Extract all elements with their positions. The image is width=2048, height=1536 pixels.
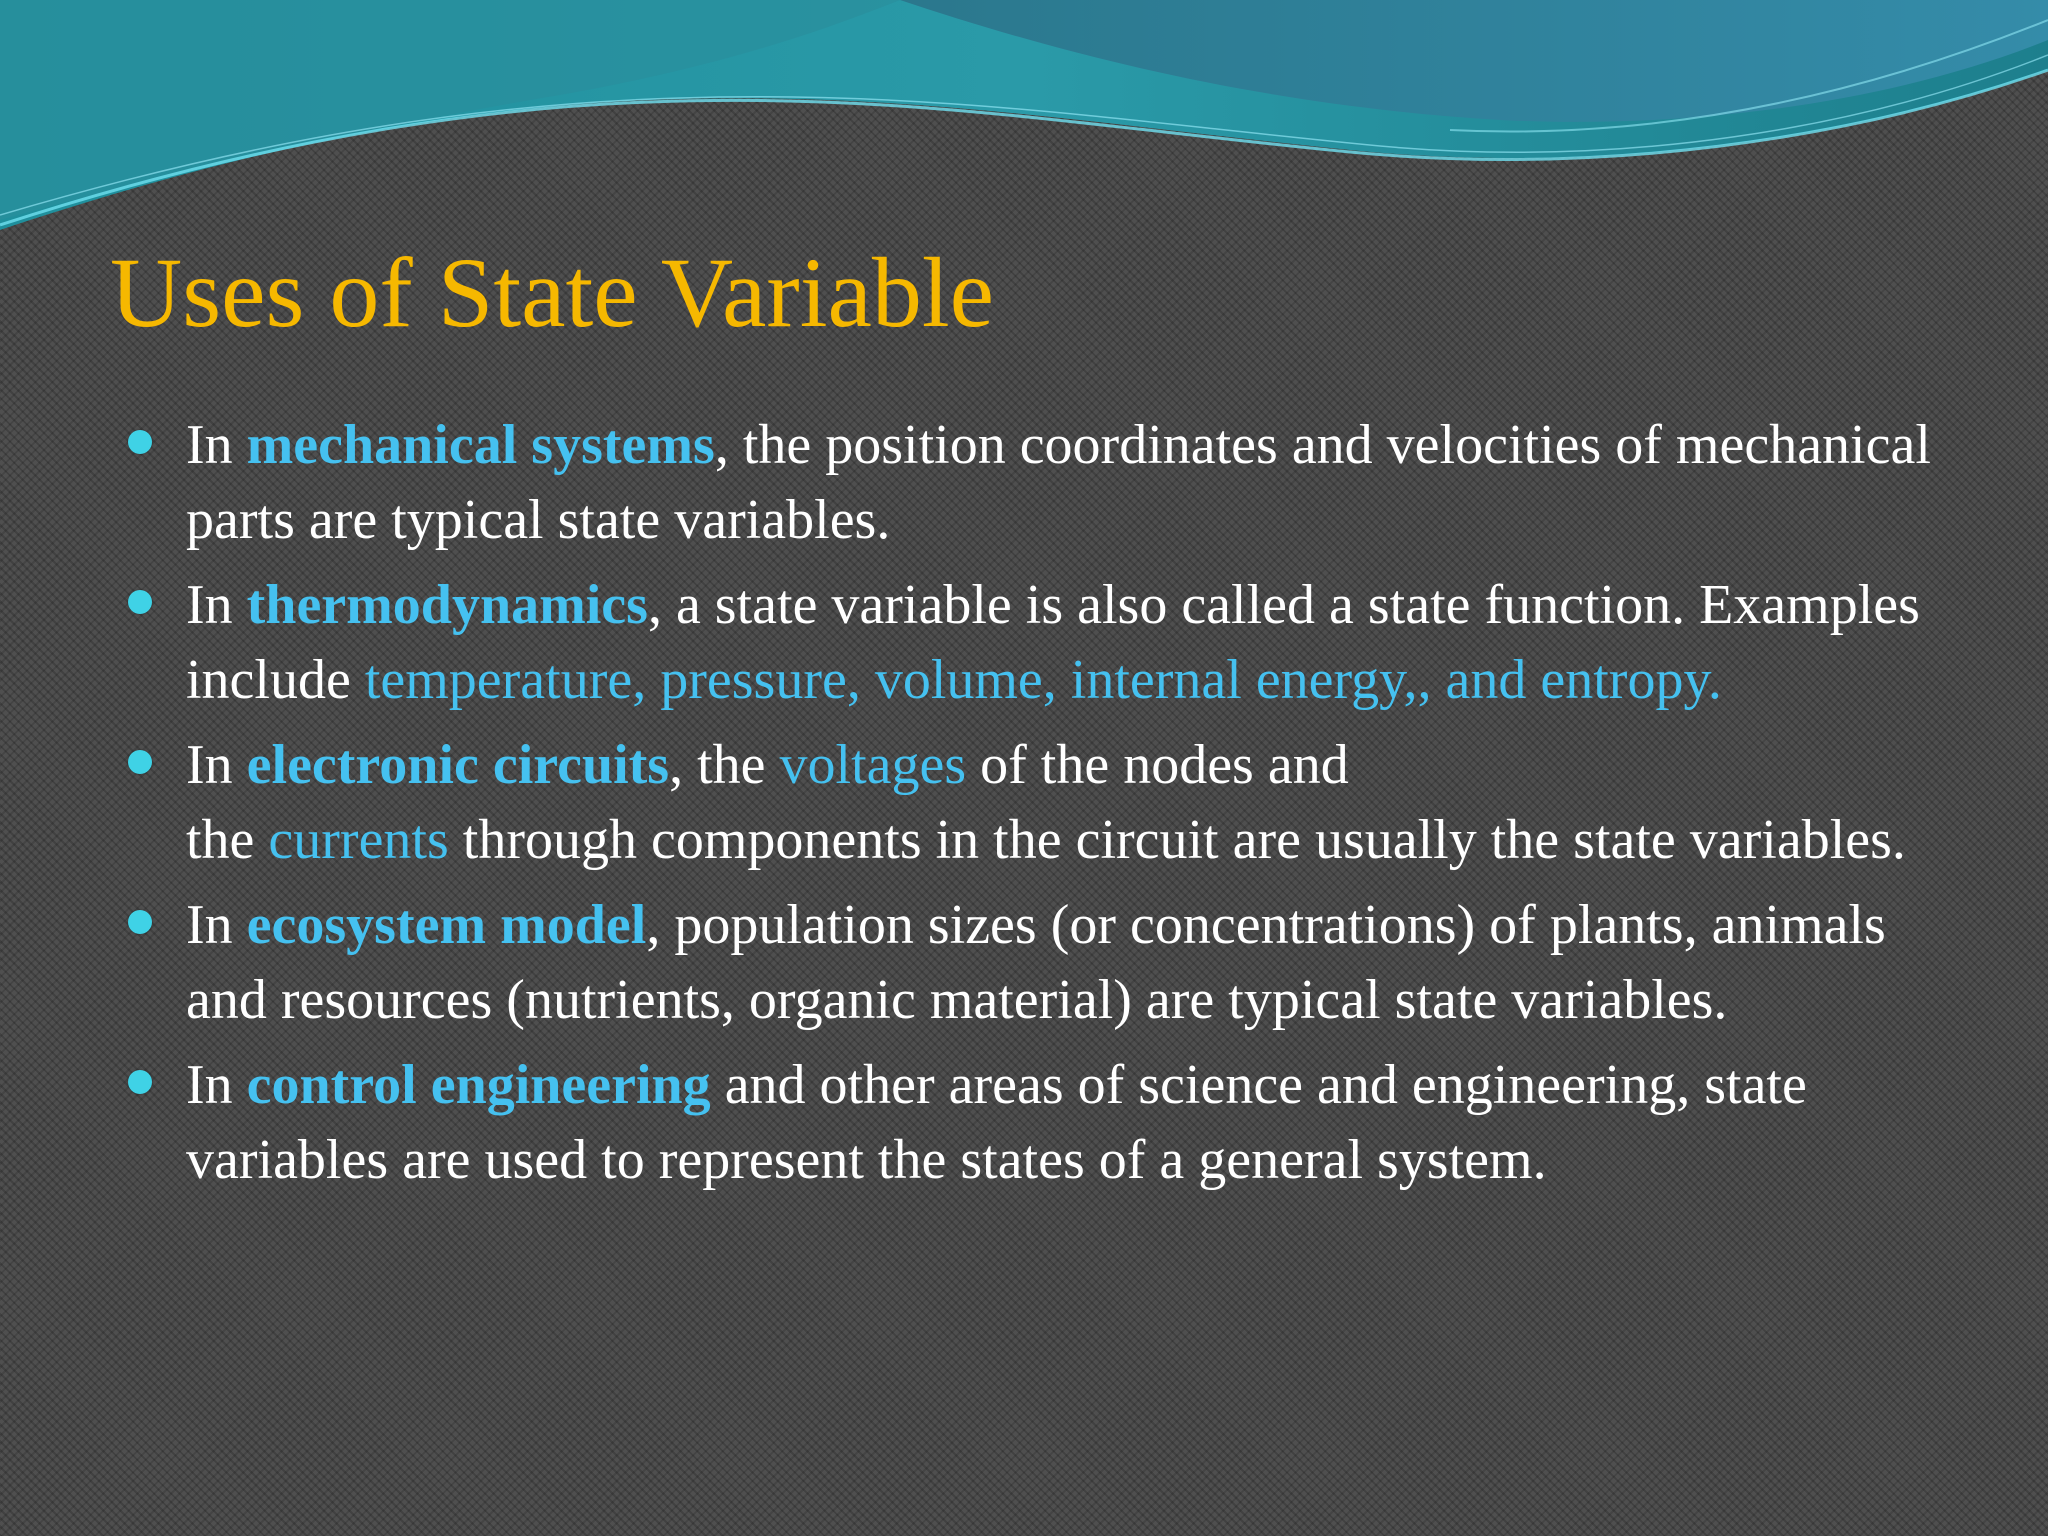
- bullet-dot-icon: [128, 430, 152, 454]
- bullet-electronic-circuits: [128, 728, 1948, 878]
- bullet-prefix: In: [186, 894, 247, 956]
- bullet-highlight-text: currents: [268, 809, 449, 871]
- bullet-term: thermodynamics: [246, 574, 648, 636]
- slide-title: Uses of State Variable: [110, 237, 995, 348]
- bullet-dot-icon: [128, 910, 152, 934]
- bullet-text: through components in the circuit are usually the state variables.: [448, 809, 1906, 871]
- bullet-dot-icon: [128, 750, 152, 774]
- bullet-prefix: In: [186, 734, 247, 796]
- bullet-text: , the position coordinates and velocities of mechanical parts are typical state variables.: [186, 414, 1931, 551]
- bullet-ecosystem-model: [128, 888, 1948, 1038]
- bullet-term: electronic circuits: [246, 734, 670, 796]
- bullet-term: mechanical systems: [246, 414, 715, 476]
- bullet-highlight-text: voltages: [779, 734, 967, 796]
- bullet-list: [128, 408, 1948, 1208]
- bullet-thermodynamics: [128, 568, 1948, 718]
- bullet-text: of the nodes and: [966, 734, 1349, 796]
- bullet-term: ecosystem model: [246, 894, 647, 956]
- bullet-dot-icon: [128, 1070, 152, 1094]
- bullet-mechanical-systems: [128, 408, 1948, 558]
- header-wave-decoration: [0, 0, 2048, 260]
- bullet-highlight-text: temperature, pressure, volume, internal energy,, and entropy.: [364, 649, 1722, 711]
- bullet-text: and other areas of science and engineering, state variables are used to represent the states of a general system.: [186, 1054, 1807, 1191]
- bullet-text: , population sizes (or concentrations) of plants, animals and resources (nutrients, organic material) are typical state variables.: [186, 894, 1886, 1031]
- bullet-prefix: In: [186, 414, 247, 476]
- bullet-prefix: In: [186, 1054, 247, 1116]
- bullet-text: the: [186, 809, 269, 871]
- bullet-text: , a state variable is also called a state function. Examples include: [186, 574, 1920, 711]
- bullet-prefix: In: [186, 574, 247, 636]
- bullet-control-engineering: [128, 1048, 1948, 1198]
- bullet-text: , the: [669, 734, 780, 796]
- bullet-dot-icon: [128, 590, 152, 614]
- bullet-term: control engineering: [246, 1054, 711, 1116]
